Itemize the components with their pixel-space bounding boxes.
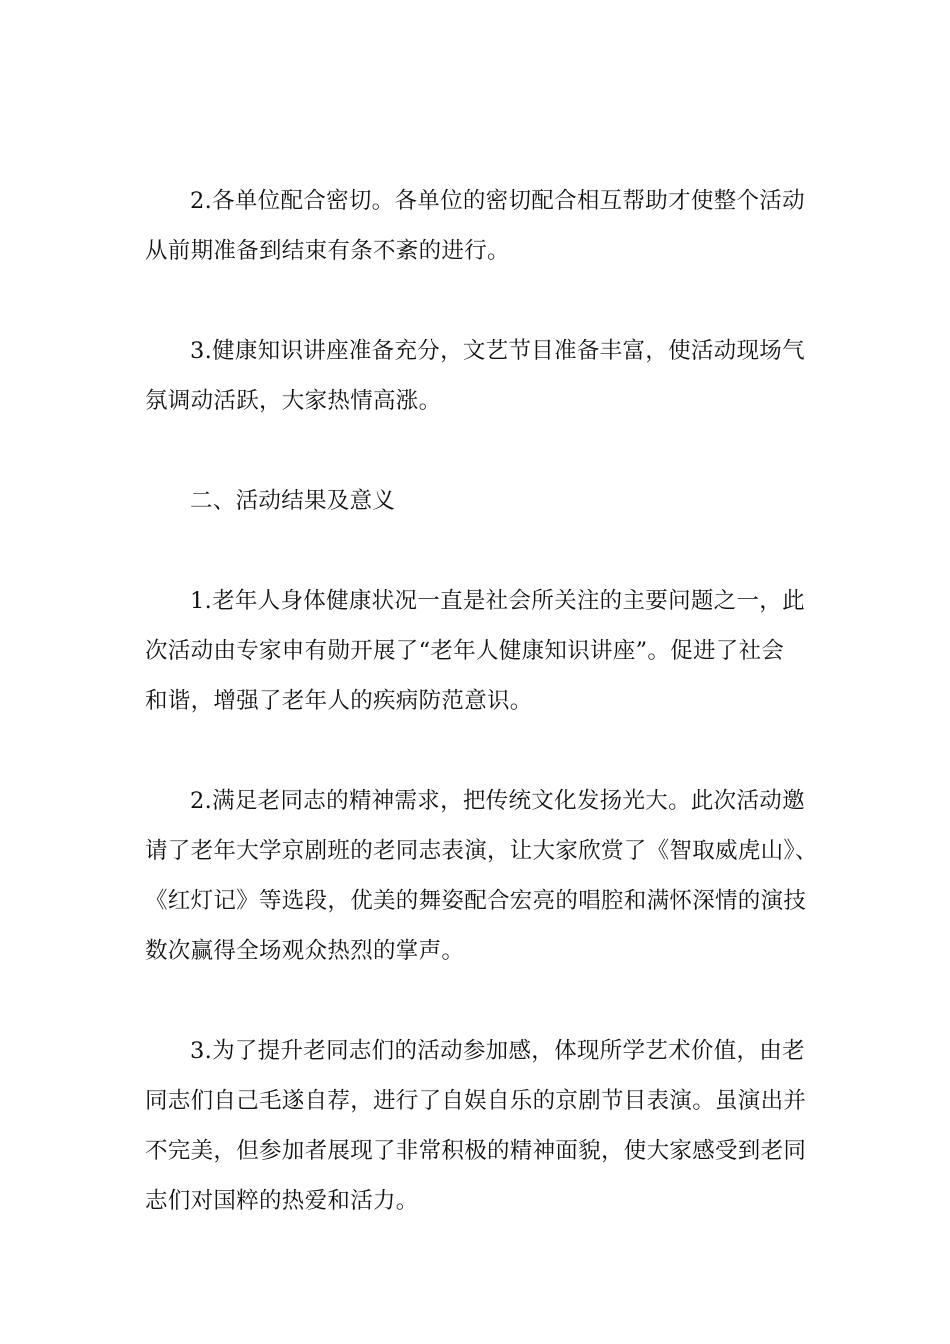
result-3-line-3: 不完美，但参加者展现了非常积极的精神面貌，使大家感受到老同 xyxy=(145,1138,807,1164)
result-2-line-4: 数次赢得全场观众热烈的掌声。 xyxy=(145,938,465,964)
section-heading: 二、活动结果及意义 xyxy=(190,488,396,514)
paragraph-3-line-2: 氛调动活跃，大家热情高涨。 xyxy=(145,388,442,414)
result-1-line-2: 次活动由专家申有勋开展了“老年人健康知识讲座”。促进了社会 xyxy=(145,638,785,664)
result-3-line-2: 同志们自己毛遂自荐，进行了自娱自乐的京剧节目表演。虽演出并 xyxy=(145,1088,807,1114)
paragraph-2-line-2: 从前期准备到结束有条不紊的进行。 xyxy=(145,238,510,264)
paragraph-3-line-1: 3.健康知识讲座准备充分，文艺节目准备丰富，使活动现场气 xyxy=(190,338,805,364)
result-3-line-1: 3.为了提升老同志们的活动参加感，体现所学艺术价值，由老 xyxy=(190,1038,805,1064)
paragraph-2-line-1: 2.各单位配合密切。各单位的密切配合相互帮助才使整个活动 xyxy=(190,188,805,214)
result-2-line-1: 2.满足老同志的精神需求，把传统文化发扬光大。此次活动邀 xyxy=(190,788,805,814)
result-3-line-4: 志们对国粹的热爱和活力。 xyxy=(145,1188,419,1214)
result-2-line-3: 《红灯记》等选段，优美的舞姿配合宏亮的唱腔和满怀深情的演技 xyxy=(145,888,807,914)
result-1-line-1: 1.老年人身体健康状况一直是社会所关注的主要问题之一，此 xyxy=(190,588,805,614)
result-1-line-3: 和谐，增强了老年人的疾病防范意识。 xyxy=(145,688,533,714)
result-2-line-2: 请了老年大学京剧班的老同志表演，让大家欣赏了《智取威虎山》、 xyxy=(145,838,818,864)
